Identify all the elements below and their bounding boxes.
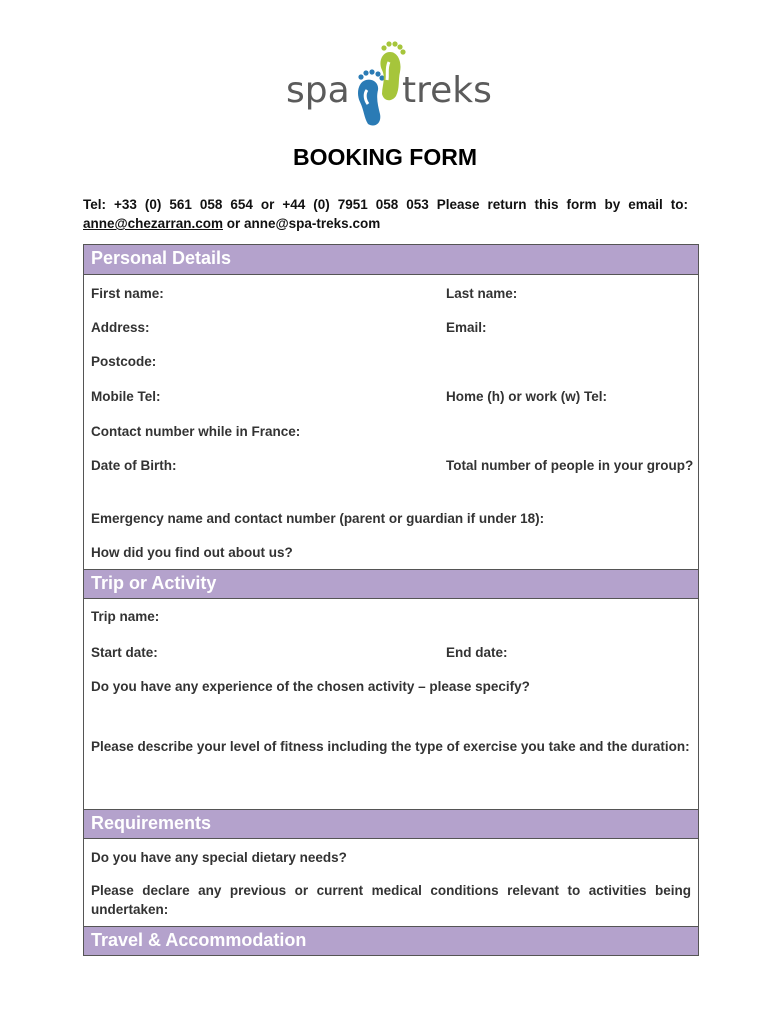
booking-form-table [83, 244, 699, 956]
contact-phone-line: Tel: +33 (0) 561 058 654 or +44 (0) 7951 058 053 Please return this form by email to: [83, 197, 688, 212]
mobile-tel-field[interactable]: Mobile Tel: [91, 389, 161, 404]
logo-word-treks: treks [402, 70, 492, 111]
first-name-field[interactable]: First name: [91, 286, 164, 301]
email-field[interactable]: Email: [446, 320, 487, 335]
email-link-chezarran[interactable]: anne@chezarran.com [83, 216, 223, 231]
section-header-travel [84, 926, 698, 956]
section-title-requirements: Requirements [91, 813, 212, 833]
experience-field[interactable]: Do you have any experience of the chosen activity – please specify? [91, 679, 530, 694]
page-title: BOOKING FORM [293, 144, 477, 170]
section-header-personal [84, 245, 698, 275]
section-title-travel: Travel & Accommodation [91, 930, 307, 950]
section-title-personal: Personal Details [91, 248, 232, 268]
trip-name-field[interactable]: Trip name: [91, 609, 160, 624]
contact-info [83, 195, 688, 233]
group-size-field[interactable]: Total number of people in your group? [446, 458, 694, 473]
start-date-field[interactable]: Start date: [91, 645, 158, 660]
end-date-field[interactable]: End date: [446, 645, 508, 660]
section-title-trip: Trip or Activity [91, 573, 217, 593]
date-of-birth-field[interactable]: Date of Birth: [91, 458, 177, 473]
logo-word-spa: spa [286, 70, 350, 111]
last-name-field[interactable]: Last name: [446, 286, 518, 301]
fitness-field[interactable]: Please describe your level of fitness including the type of exercise you take and the duration: [91, 739, 690, 754]
france-contact-field[interactable]: Contact number while in France: [91, 424, 301, 439]
address-field[interactable]: Address: [91, 320, 150, 335]
footprints-icon [352, 40, 408, 126]
dietary-needs-field[interactable]: Do you have any special dietary needs? [91, 850, 347, 865]
spa-treks-logo [282, 40, 492, 130]
emergency-contact-field[interactable]: Emergency name and contact number (parent or guardian if under 18): [91, 511, 545, 526]
found-us-field[interactable]: How did you find out about us? [91, 545, 293, 560]
medical-conditions-field[interactable]: Please declare any previous or current medical conditions relevant to activities being undertaken: [91, 883, 691, 917]
section-header-requirements [84, 809, 698, 839]
postcode-field[interactable]: Postcode: [91, 354, 157, 369]
contact-connector: or [222, 216, 244, 231]
home-work-tel-field[interactable]: Home (h) or work (w) Tel: [446, 389, 607, 404]
email-spa-treks: anne@spa-treks.com [243, 216, 381, 231]
section-header-trip [84, 569, 698, 599]
